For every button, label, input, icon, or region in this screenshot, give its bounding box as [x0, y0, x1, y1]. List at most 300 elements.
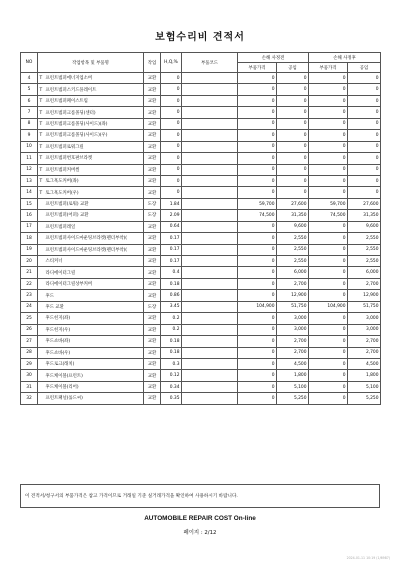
cell-hq: 0.86	[161, 290, 182, 301]
row-type-mark: T	[39, 87, 43, 93]
cell-labor-after: 2,550	[348, 233, 381, 244]
cell-part-code	[182, 267, 238, 278]
cell-part-code	[182, 141, 238, 152]
cell-part-price-after: 0	[309, 256, 348, 267]
cell-part-price-after: 0	[309, 130, 348, 141]
cell-labor-after: 2,550	[348, 256, 381, 267]
cell-part-price-before: 0	[238, 153, 277, 164]
row-item-name: 프런트범퍼크롬몰딩(센터)	[45, 110, 96, 116]
cell-hq: 0.34	[161, 381, 182, 392]
row-item-name: 프런트범퍼레일	[45, 224, 76, 230]
cell-item	[38, 73, 144, 84]
header-after-assessment: 손해 사정후	[309, 53, 381, 63]
cell-no: 7	[21, 107, 38, 118]
table-row	[21, 198, 381, 209]
row-item-name: 스티커너	[45, 259, 63, 265]
cell-labor-before: 6,000	[277, 267, 309, 278]
cell-labor-after: 6,000	[348, 267, 381, 278]
cell-work: 교환	[144, 175, 161, 186]
row-item-name: 프런트범퍼페이스트립	[45, 99, 88, 105]
cell-item	[38, 84, 144, 95]
table-row	[21, 267, 381, 278]
cell-part-price-after: 0	[309, 164, 348, 175]
cell-hq: 0.2	[161, 313, 182, 324]
cell-work: 교환	[144, 336, 161, 347]
cell-labor-after: 5,100	[348, 381, 381, 392]
cell-labor-after: 12,900	[348, 290, 381, 301]
table-row	[21, 358, 381, 369]
cell-labor-before: 0	[277, 118, 309, 129]
cell-labor-before: 0	[277, 153, 309, 164]
cell-hq: 0.18	[161, 278, 182, 289]
cell-work: 교환	[144, 313, 161, 324]
cell-no: 17	[21, 221, 38, 232]
cell-part-price-after: 0	[309, 84, 348, 95]
cell-item	[38, 290, 144, 301]
row-item-name: 프런트범퍼에너지업소버	[45, 76, 93, 82]
row-item-name: 후드힌지(우)	[45, 327, 71, 333]
cell-hq: 0	[161, 107, 182, 118]
cell-item	[38, 347, 144, 358]
cell-no: 4	[21, 73, 38, 84]
cell-labor-after: 31,350	[348, 210, 381, 221]
cell-work: 교환	[144, 221, 161, 232]
cell-part-price-before: 0	[238, 267, 277, 278]
cell-part-price-after: 59,700	[309, 198, 348, 209]
cell-part-code	[182, 153, 238, 164]
cell-part-price-before: 0	[238, 244, 277, 255]
row-item-name: 프런트범퍼커버씰	[45, 167, 80, 173]
cell-part-price-after: 0	[309, 187, 348, 198]
table-row	[21, 95, 381, 106]
table-row	[21, 233, 381, 244]
header-no: NO	[21, 53, 38, 73]
cell-no: 6	[21, 95, 38, 106]
cell-no: 25	[21, 313, 38, 324]
cell-no: 9	[21, 130, 38, 141]
cell-work: 교환	[144, 164, 161, 175]
print-stamp: 2024-01-11 10:19 (1/6987)	[346, 556, 390, 560]
cell-labor-before: 3,000	[277, 324, 309, 335]
cell-work: 교환	[144, 347, 161, 358]
row-item-name: 후드쇼바(우)	[45, 350, 71, 356]
cell-labor-before: 4,500	[277, 358, 309, 369]
cell-item	[38, 95, 144, 106]
cell-part-code	[182, 336, 238, 347]
cell-work: 교환	[144, 278, 161, 289]
cell-labor-before: 0	[277, 130, 309, 141]
cell-part-price-before: 0	[238, 358, 277, 369]
cell-work: 도장	[144, 198, 161, 209]
cell-labor-before: 51,750	[277, 301, 309, 312]
table-row	[21, 118, 381, 129]
cell-work: 교환	[144, 107, 161, 118]
row-type-mark: T	[39, 167, 43, 173]
cell-work: 교환	[144, 187, 161, 198]
cell-hq: 0	[161, 118, 182, 129]
cell-item	[38, 358, 144, 369]
header-part-price-before: 부품가격	[238, 63, 277, 73]
cell-labor-before: 27,600	[277, 198, 309, 209]
cell-part-price-before: 0	[238, 256, 277, 267]
cell-hq: 0.3	[161, 358, 182, 369]
cell-part-code	[182, 358, 238, 369]
cell-hq: 0.18	[161, 336, 182, 347]
table-row	[21, 256, 381, 267]
cell-item	[38, 118, 144, 129]
cell-part-code	[182, 221, 238, 232]
cell-item	[38, 381, 144, 392]
row-item-name: 라디에이터그릴상부커버	[45, 282, 93, 288]
cell-no: 19	[21, 244, 38, 255]
cell-part-code	[182, 256, 238, 267]
cell-part-price-after: 0	[309, 153, 348, 164]
cell-hq: 0	[161, 153, 182, 164]
cell-part-price-before: 0	[238, 393, 277, 404]
cell-no: 8	[21, 118, 38, 129]
cell-item	[38, 233, 144, 244]
table-body	[21, 73, 381, 405]
cell-hq: 0	[161, 95, 182, 106]
header-labor-after: 공임	[348, 63, 381, 73]
cell-part-price-before: 0	[238, 130, 277, 141]
row-type-mark: T	[39, 99, 43, 105]
cell-item	[38, 153, 144, 164]
cell-part-price-after: 0	[309, 370, 348, 381]
cell-part-price-after: 0	[309, 221, 348, 232]
header-labor-before: 공임	[277, 63, 309, 73]
cell-part-code	[182, 381, 238, 392]
cell-work: 교환	[144, 73, 161, 84]
cell-hq: 0	[161, 175, 182, 186]
cell-part-price-before: 0	[238, 84, 277, 95]
table-row	[21, 244, 381, 255]
cell-part-price-after: 0	[309, 324, 348, 335]
cell-no: 20	[21, 256, 38, 267]
row-item-name: 라디에이터그릴	[45, 270, 76, 276]
cell-labor-after: 0	[348, 141, 381, 152]
cell-labor-before: 3,000	[277, 313, 309, 324]
cell-part-price-before: 0	[238, 347, 277, 358]
cell-work: 교환	[144, 256, 161, 267]
cell-no: 21	[21, 267, 38, 278]
row-type-mark: T	[39, 179, 43, 185]
cell-no: 27	[21, 336, 38, 347]
cell-part-price-before: 59,700	[238, 198, 277, 209]
cell-no: 10	[21, 141, 38, 152]
cell-labor-before: 0	[277, 175, 309, 186]
cell-item	[38, 336, 144, 347]
cell-labor-before: 0	[277, 141, 309, 152]
cell-part-price-before: 0	[238, 233, 277, 244]
cell-part-code	[182, 347, 238, 358]
cell-labor-after: 0	[348, 187, 381, 198]
cell-work: 교환	[144, 267, 161, 278]
cell-hq: 2.09	[161, 210, 182, 221]
cell-part-price-after: 0	[309, 358, 348, 369]
cell-part-price-before: 0	[238, 278, 277, 289]
footer-brand: AUTOMOBILE REPAIR COST On-line	[144, 515, 256, 522]
cell-labor-after: 3,000	[348, 313, 381, 324]
cell-hq: 0	[161, 73, 182, 84]
cell-labor-after: 0	[348, 164, 381, 175]
cell-labor-before: 12,900	[277, 290, 309, 301]
table-row	[21, 290, 381, 301]
cell-labor-after: 2,700	[348, 278, 381, 289]
cell-part-price-before: 0	[238, 164, 277, 175]
row-item-name: 프런트범퍼스키드플레이트	[45, 87, 97, 93]
cell-part-price-after: 0	[309, 95, 348, 106]
header-part-code: 부품코드	[182, 53, 238, 73]
cell-hq: 0.64	[161, 221, 182, 232]
cell-part-price-before: 0	[238, 141, 277, 152]
cell-part-code	[182, 118, 238, 129]
row-item-name: 후드	[45, 293, 54, 299]
table-row	[21, 141, 381, 152]
cell-item	[38, 393, 144, 404]
cell-item	[38, 370, 144, 381]
row-item-name: 후드케이블(리어)	[45, 385, 79, 391]
estimate-table	[20, 52, 381, 405]
cell-labor-after: 27,600	[348, 198, 381, 209]
table-row	[21, 347, 381, 358]
table-row	[21, 301, 381, 312]
cell-work: 교환	[144, 381, 161, 392]
cell-labor-after: 0	[348, 95, 381, 106]
table-row	[21, 278, 381, 289]
cell-part-price-after: 0	[309, 73, 348, 84]
row-type-mark: T	[39, 76, 43, 82]
cell-work: 교환	[144, 141, 161, 152]
row-item-name: 후드쇼바(좌)	[45, 339, 71, 345]
row-item-name: 프런트범퍼로워그릴	[45, 144, 84, 150]
cell-hq: 0.12	[161, 370, 182, 381]
row-item-name: 후드힌지(좌)	[45, 316, 71, 322]
cell-item	[38, 244, 144, 255]
row-item-name: 프런트범퍼사이드마운팅브라켓(펜더부착)(	[45, 236, 127, 242]
cell-labor-after: 0	[348, 84, 381, 95]
cell-labor-before: 2,550	[277, 244, 309, 255]
cell-labor-before: 5,250	[277, 393, 309, 404]
cell-labor-after: 2,700	[348, 347, 381, 358]
table-row	[21, 336, 381, 347]
cell-no: 13	[21, 175, 38, 186]
cell-part-price-before: 0	[238, 370, 277, 381]
cell-no: 12	[21, 164, 38, 175]
cell-item	[38, 324, 144, 335]
header-work: 작업	[144, 53, 161, 73]
cell-part-code	[182, 278, 238, 289]
table-row	[21, 130, 381, 141]
cell-labor-before: 5,100	[277, 381, 309, 392]
table-row	[21, 73, 381, 84]
cell-part-price-before: 0	[238, 95, 277, 106]
cell-labor-after: 5,250	[348, 393, 381, 404]
cell-part-code	[182, 290, 238, 301]
cell-labor-before: 2,700	[277, 278, 309, 289]
cell-no: 15	[21, 198, 38, 209]
cell-labor-after: 0	[348, 107, 381, 118]
header-item: 작업항목 및 부품명	[38, 53, 144, 73]
header-before-assessment: 손해 사정전	[238, 53, 309, 63]
cell-part-code	[182, 198, 238, 209]
cell-labor-before: 2,550	[277, 256, 309, 267]
cell-no: 22	[21, 278, 38, 289]
cell-item	[38, 313, 144, 324]
cell-work: 교환	[144, 95, 161, 106]
cell-item	[38, 278, 144, 289]
cell-work: 교환	[144, 393, 161, 404]
cell-part-code	[182, 324, 238, 335]
table-row	[21, 187, 381, 198]
row-type-mark: T	[39, 121, 43, 127]
cell-labor-before: 0	[277, 107, 309, 118]
cell-labor-after: 4,500	[348, 358, 381, 369]
cell-part-price-before: 0	[238, 175, 277, 186]
cell-hq: 0	[161, 84, 182, 95]
cell-part-price-before: 0	[238, 324, 277, 335]
row-item-name: 프런트범퍼번호판브라켓	[45, 156, 93, 162]
cell-no: 28	[21, 347, 38, 358]
cell-part-price-after: 0	[309, 244, 348, 255]
cell-labor-after: 0	[348, 175, 381, 186]
cell-work: 교환	[144, 118, 161, 129]
cell-hq: 1.84	[161, 198, 182, 209]
cell-part-price-before: 0	[238, 118, 277, 129]
cell-item	[38, 210, 144, 221]
cell-no: 31	[21, 381, 38, 392]
table-row	[21, 153, 381, 164]
table-row	[21, 164, 381, 175]
cell-item	[38, 267, 144, 278]
cell-item	[38, 221, 144, 232]
document-title: 보험수리비 견적서	[155, 32, 245, 43]
cell-part-price-after: 104,900	[309, 301, 348, 312]
cell-part-price-before: 0	[238, 290, 277, 301]
cell-labor-before: 1,800	[277, 370, 309, 381]
cell-item	[38, 164, 144, 175]
row-item-name: 프런트패널(롤드씨)	[45, 396, 83, 402]
cell-part-price-before: 74,500	[238, 210, 277, 221]
cell-labor-before: 9,600	[277, 221, 309, 232]
table-row	[21, 393, 381, 404]
cell-labor-before: 0	[277, 95, 309, 106]
cell-part-price-before: 0	[238, 381, 277, 392]
cell-no: 18	[21, 233, 38, 244]
cell-work: 도장	[144, 210, 161, 221]
row-type-mark: T	[39, 133, 43, 139]
cell-part-code	[182, 107, 238, 118]
cell-part-code	[182, 130, 238, 141]
cell-hq: 0	[161, 141, 182, 152]
cell-item	[38, 256, 144, 267]
cell-work: 교환	[144, 84, 161, 95]
cell-hq: 0.35	[161, 393, 182, 404]
cell-no: 5	[21, 84, 38, 95]
cell-labor-after: 0	[348, 73, 381, 84]
cell-part-code	[182, 187, 238, 198]
cell-hq: 0.2	[161, 324, 182, 335]
row-item-name: 후드로크(래치)	[45, 362, 75, 368]
row-item-name: 후드 교환	[45, 304, 64, 310]
cell-part-price-after: 0	[309, 107, 348, 118]
cell-part-price-after: 0	[309, 290, 348, 301]
cell-part-code	[182, 164, 238, 175]
cell-labor-before: 2,700	[277, 347, 309, 358]
cell-no: 11	[21, 153, 38, 164]
cell-part-price-after: 0	[309, 267, 348, 278]
row-item-name: 프런트범퍼(로워) 교환	[45, 202, 89, 208]
cell-labor-after: 51,750	[348, 301, 381, 312]
cell-item	[38, 141, 144, 152]
cell-part-code	[182, 313, 238, 324]
table-row	[21, 370, 381, 381]
cell-hq: 3.45	[161, 301, 182, 312]
cell-labor-before: 0	[277, 164, 309, 175]
table-row	[21, 175, 381, 186]
cell-labor-after: 0	[348, 153, 381, 164]
row-item-name: 프런트범퍼사이드마운팅브라켓(펜더부착)(	[45, 247, 127, 253]
cell-labor-before: 2,700	[277, 336, 309, 347]
table-row	[21, 313, 381, 324]
cell-hq: 0	[161, 164, 182, 175]
cell-part-price-before: 0	[238, 221, 277, 232]
cell-no: 24	[21, 301, 38, 312]
cell-labor-after: 0	[348, 130, 381, 141]
cell-work: 교환	[144, 233, 161, 244]
cell-part-price-before: 0	[238, 336, 277, 347]
cell-labor-after: 9,600	[348, 221, 381, 232]
cell-labor-before: 31,350	[277, 210, 309, 221]
cell-part-code	[182, 370, 238, 381]
cell-part-price-after: 0	[309, 381, 348, 392]
row-item-name: 토그훅도커버(우)	[45, 190, 79, 196]
row-item-name: 프런트범퍼크롬몰딩(사이드)(좌)	[45, 121, 108, 127]
cell-labor-after: 1,800	[348, 370, 381, 381]
cell-no: 30	[21, 370, 38, 381]
table-row	[21, 324, 381, 335]
cell-hq: 0.17	[161, 233, 182, 244]
cell-no: 29	[21, 358, 38, 369]
cell-work: 교환	[144, 324, 161, 335]
cell-part-code	[182, 84, 238, 95]
cell-part-code	[182, 244, 238, 255]
row-type-mark: T	[39, 156, 43, 162]
cell-hq: 0.18	[161, 347, 182, 358]
cell-no: 16	[21, 210, 38, 221]
page-number: 페이지 : 2/12	[183, 530, 217, 536]
cell-part-price-after: 0	[309, 336, 348, 347]
table-row	[21, 107, 381, 118]
cell-item	[38, 130, 144, 141]
cell-item	[38, 187, 144, 198]
cell-part-code	[182, 73, 238, 84]
cell-part-code	[182, 233, 238, 244]
cell-work: 교환	[144, 370, 161, 381]
cell-labor-after: 2,700	[348, 336, 381, 347]
cell-work: 도장	[144, 301, 161, 312]
cell-item	[38, 198, 144, 209]
row-type-mark: T	[39, 144, 43, 150]
cell-no: 26	[21, 324, 38, 335]
cell-part-price-before: 0	[238, 73, 277, 84]
cell-item	[38, 301, 144, 312]
cell-item	[38, 107, 144, 118]
cell-part-code	[182, 210, 238, 221]
cell-part-price-after: 0	[309, 347, 348, 358]
cell-work: 교환	[144, 290, 161, 301]
cell-hq: 0	[161, 130, 182, 141]
